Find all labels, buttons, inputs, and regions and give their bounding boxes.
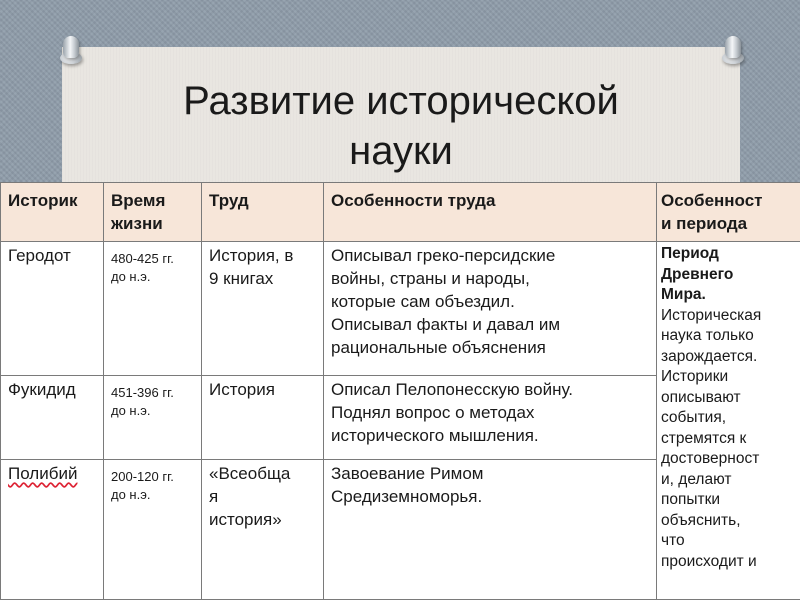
period-text-line: Историческая [661,306,762,324]
period-bold-line: Мира. [661,286,706,303]
work-line: История [209,380,275,399]
period-text-line: Историки [661,368,729,385]
historian-name: Полибий [8,464,78,483]
header-period-line: Особенност [661,191,763,210]
header-life [104,183,202,242]
period-text-line: описывают [661,388,741,406]
life-line: до н.э. [111,403,151,418]
header-historian: Историк [1,183,104,242]
work-cell [202,242,324,376]
period-cell [657,242,800,600]
pushpin-right-icon [722,36,744,66]
features-line: исторического мышления. [331,426,539,445]
life-line: 200-120 гг. [111,469,174,484]
work-line: История, в [209,246,294,265]
features-line: войны, страны и народы, [331,269,530,288]
slide-title [62,76,740,176]
life-cell [104,376,202,460]
period-text-line: наука только [661,327,754,344]
work-cell [202,376,324,460]
life-line: до н.э. [111,487,151,502]
header-life-line: Время [111,191,166,210]
header-work: Труд [202,183,324,242]
period-text-line: зарождается. [661,347,758,365]
historian-cell: Фукидид [1,376,104,460]
period-bold-line: Древнего [661,265,734,283]
features-line: Поднял вопрос о методах [331,403,535,422]
features-line: Описал Пелопонесскую войну. [331,380,574,399]
historian-cell: Геродот [1,242,104,376]
features-line: Описывал факты и давал им [331,315,561,334]
period-text-line: и, делают [661,470,732,488]
features-cell [324,460,657,600]
period-bold-line: Период [661,245,719,262]
life-line: до н.э. [111,269,151,284]
period-text-line: попытки [661,491,721,508]
header-life-line: жизни [111,214,163,233]
features-line: которые сам объездил. [331,292,515,311]
slide-title-line1: Развитие исторической [183,79,619,123]
header-features: Особенности труда [324,183,657,242]
life-line: 451-396 гг. [111,385,174,400]
work-cell [202,460,324,600]
features-line: Завоевание Римом [331,464,484,483]
slide-title-line2: науки [349,129,453,173]
work-line: 9 книгах [209,269,274,288]
pushpin-left-icon [60,36,82,66]
table-header-row [1,183,800,242]
period-text-line: что [661,532,685,549]
period-text-line: происходит и [661,552,757,570]
features-line: Средиземноморья. [331,487,483,506]
features-line: Описывал греко-персидские [331,246,556,265]
period-text-line: достоверност [661,450,760,467]
header-period-line: и периода [661,214,748,233]
features-cell [324,376,657,460]
work-line: я [209,487,219,506]
period-text-line: стремятся к [661,429,747,447]
life-cell [104,242,202,376]
table-row [1,242,800,376]
historians-table [0,182,800,600]
period-text-line: события, [661,409,727,426]
period-text-line: объяснить, [661,511,741,529]
life-line: 480-425 гг. [111,251,174,266]
features-cell [324,242,657,376]
life-cell [104,460,202,600]
work-line: «Всеобща [209,464,291,483]
work-line: история» [209,510,282,529]
features-line: рациональные объяснения [331,338,546,357]
historian-cell [1,460,104,600]
header-period [657,183,800,242]
